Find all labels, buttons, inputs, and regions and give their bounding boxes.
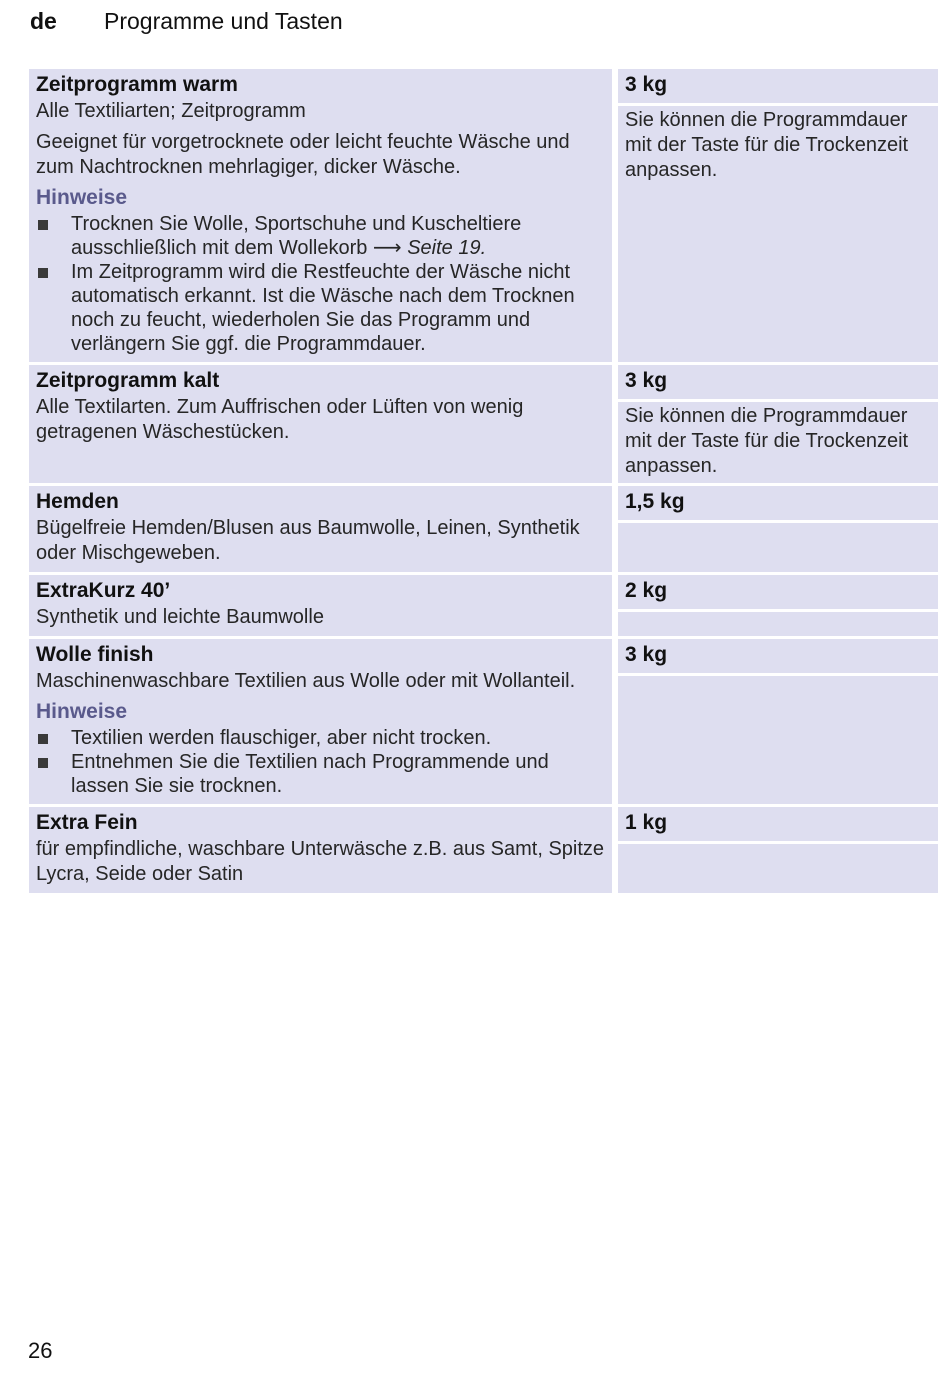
list-item: Im Zeitprogramm wird die Restfeuchte der Wäsche nicht automatisch erkannt. Ist die Wäsche nach dem Trocknen noch zu feucht, wiederholen Sie das Programm und verlängern Sie ggf. die Programmdauer.	[36, 260, 605, 356]
program-description-cell	[29, 365, 612, 483]
hint-text: Trocknen Sie Wolle, Sportschuhe und Kuscheltiere ausschließlich mit dem Wollekorb	[71, 213, 522, 259]
arrow-right-icon: ⟶	[372, 237, 402, 259]
program-info-column	[612, 486, 938, 572]
program-title: Zeitprogramm kalt	[36, 369, 220, 392]
empty-note-cell	[618, 523, 938, 572]
table-row	[29, 365, 938, 486]
program-info-column	[612, 69, 938, 362]
program-note: Sie können die Programmdauer mit der Taste für die Trockenzeit anpassen.	[618, 106, 938, 362]
program-info-column	[612, 575, 938, 636]
empty-note-cell	[618, 676, 938, 804]
max-load: 2 kg	[618, 575, 938, 609]
language-code: de	[30, 8, 57, 34]
program-description-cell	[29, 639, 612, 804]
page-number: 26	[28, 1338, 53, 1363]
program-description-cell	[29, 486, 612, 572]
program-description: Alle Textiliarten; Zeitprogramm	[36, 100, 306, 122]
program-note: Sie können die Programmdauer mit der Taste für die Trockenzeit anpassen.	[618, 402, 938, 483]
table-row	[29, 486, 938, 575]
program-description-cell	[29, 69, 612, 362]
program-description-cell	[29, 575, 612, 636]
list-item	[36, 212, 605, 260]
program-info-column	[612, 807, 938, 893]
program-info-column	[612, 365, 938, 483]
program-description: Geeignet für vorgetrocknete oder leicht feuchte Wäsche und zum Nachtrocknen mehrlagiger, dicker Wäsche.	[36, 131, 570, 178]
max-load: 1 kg	[618, 807, 938, 841]
program-title: Hemden	[36, 490, 119, 513]
hint-list	[36, 726, 605, 798]
program-title: Extra Fein	[36, 811, 138, 834]
program-description-cell	[29, 807, 612, 893]
hint-heading: Hinweise	[36, 700, 128, 723]
section-title: Programme und Tasten	[104, 8, 343, 34]
program-info-column	[612, 639, 938, 804]
table-row	[29, 639, 938, 807]
max-load: 3 kg	[618, 365, 938, 399]
max-load: 3 kg	[618, 639, 938, 673]
max-load: 3 kg	[618, 69, 938, 103]
program-description: Bügelfreie Hemden/Blusen aus Baumwolle, Leinen, Synthetik oder Mischgeweben.	[36, 517, 580, 564]
hint-heading: Hinweise	[36, 186, 128, 209]
table-row	[29, 575, 938, 639]
program-title: Zeitprogramm warm	[36, 73, 238, 96]
max-load: 1,5 kg	[618, 486, 938, 520]
page-reference-link[interactable]: Seite 19.	[407, 237, 487, 259]
program-description: Synthetik und leichte Baumwolle	[36, 606, 324, 628]
table-row	[29, 69, 938, 365]
program-title: Wolle finish	[36, 643, 154, 666]
empty-note-cell	[618, 844, 938, 893]
empty-note-cell	[618, 612, 938, 636]
table-row	[29, 807, 938, 896]
list-item: Entnehmen Sie die Textilien nach Programmende und lassen Sie sie trocknen.	[36, 750, 605, 798]
program-description: Maschinenwaschbare Textilien aus Wolle oder mit Wollanteil.	[36, 670, 576, 692]
program-table	[29, 69, 938, 896]
page-header	[26, 6, 924, 36]
hint-list	[36, 212, 605, 356]
program-description: für empfindliche, waschbare Unterwäsche z.B. aus Samt, Spitze Lycra, Seide oder Satin	[36, 838, 605, 885]
list-item: Textilien werden flauschiger, aber nicht trocken.	[36, 726, 605, 750]
program-title: ExtraKurz 40’	[36, 579, 171, 602]
program-description: Alle Textilarten. Zum Auffrischen oder Lüften von wenig getragenen Wäschestücken.	[36, 396, 524, 443]
